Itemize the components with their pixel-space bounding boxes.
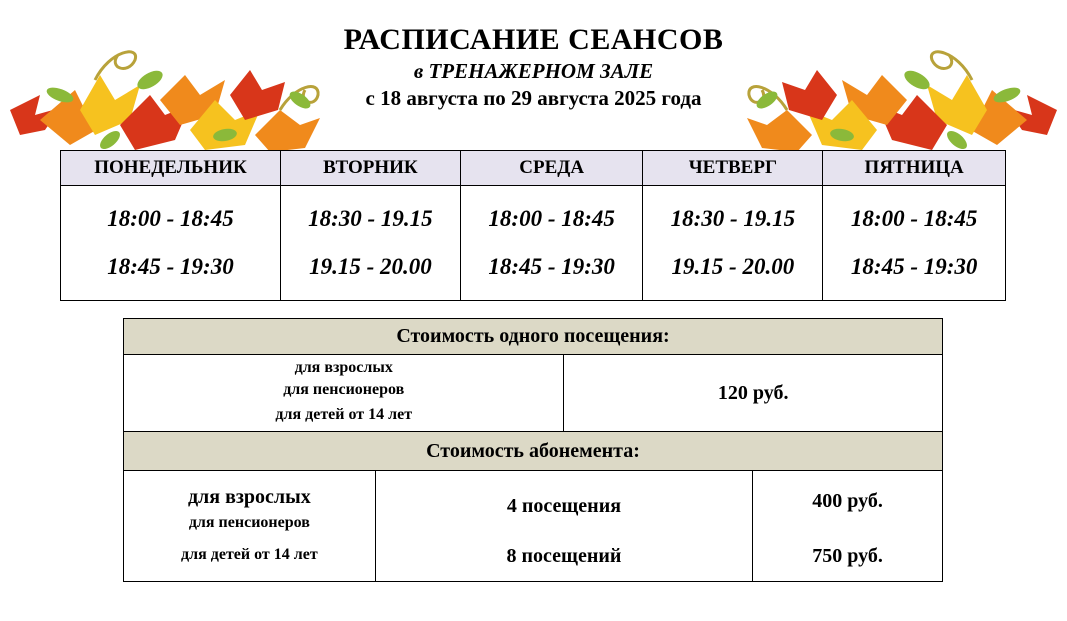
subtitle-prefix: в: [413, 59, 424, 83]
subscription-price: 750 руб.: [812, 545, 883, 567]
time-slot: 18:45 - 19:30: [850, 254, 978, 279]
day-header-wednesday: СРЕДА: [460, 151, 643, 186]
subscription-prices: [753, 471, 943, 582]
time-slot: 18:00 - 18:45: [488, 206, 615, 231]
subscription-visits: [375, 471, 753, 582]
subtitle-text: ТРЕНАЖЕРНОМ ЗАЛЕ: [428, 59, 654, 83]
single-visit-header: Стоимость одного посещения:: [124, 319, 943, 355]
date-range: с 18 августа по 29 августа 2025 года: [365, 86, 702, 110]
schedule-slots-row: [61, 186, 1006, 301]
slots-tuesday: [280, 186, 460, 301]
time-slot: 18:00 - 18:45: [850, 206, 978, 231]
time-slot: 19.15 - 20.00: [309, 254, 432, 279]
group-label: для пенсионеров: [283, 381, 405, 398]
single-visit-price: 120 руб.: [564, 355, 943, 432]
title-block: [0, 22, 1067, 112]
subscription-groups: [124, 471, 376, 582]
group-label: для взрослых: [187, 486, 311, 508]
time-slot: 18:00 - 18:45: [107, 206, 234, 231]
day-header-monday: ПОНЕДЕЛЬНИК: [61, 151, 281, 186]
single-visit-groups: [124, 355, 564, 432]
slots-wednesday: [460, 186, 643, 301]
day-header-tuesday: ВТОРНИК: [280, 151, 460, 186]
group-label: для детей от 14 лет: [275, 406, 413, 423]
visits-option: 8 посещений: [506, 545, 622, 567]
group-label: для пенсионеров: [188, 514, 310, 531]
time-slot: 18:45 - 19:30: [488, 254, 615, 279]
time-slot: 18:30 - 19.15: [308, 206, 433, 231]
day-header-friday: ПЯТНИЦА: [823, 151, 1006, 186]
time-slot: 18:30 - 19.15: [670, 206, 796, 231]
prices-table: [123, 318, 943, 582]
subscription-price: 400 руб.: [812, 490, 883, 512]
slots-thursday: [643, 186, 823, 301]
time-slot: 19.15 - 20.00: [671, 254, 795, 279]
time-slot: 18:45 - 19:30: [107, 254, 234, 279]
schedule-table: [60, 150, 1006, 301]
visits-option: 4 посещения: [506, 495, 622, 517]
page-title: РАСПИСАНИЕ СЕАНСОВ: [343, 23, 724, 56]
page-subtitle: [0, 58, 1067, 84]
subscription-header: Стоимость абонемента:: [124, 432, 943, 471]
slots-monday: [61, 186, 281, 301]
day-header-thursday: ЧЕТВЕРГ: [643, 151, 823, 186]
group-label: для взрослых: [294, 359, 393, 376]
slots-friday: [823, 186, 1006, 301]
schedule-header-row: [61, 151, 1006, 186]
group-label: для детей от 14 лет: [181, 546, 318, 563]
